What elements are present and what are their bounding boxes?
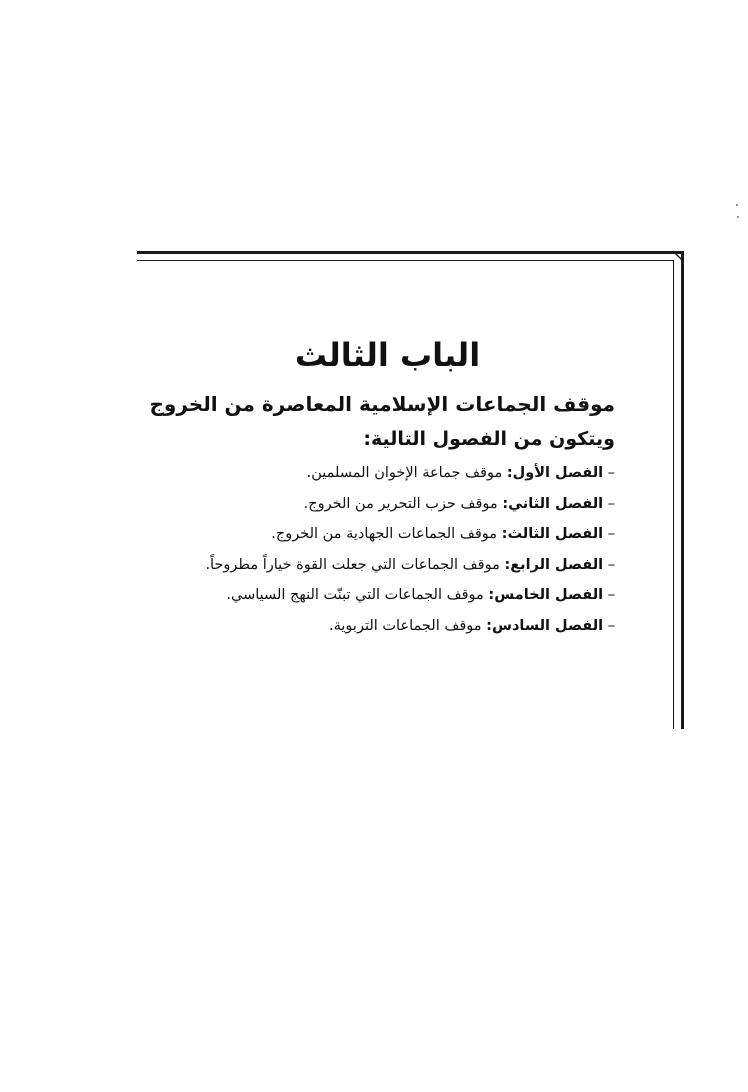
part-subtitle: موقف الجماعات الإسلامية المعاصرة من الخروج bbox=[149, 392, 615, 416]
chapter-title: موقف جماعة الإخوان المسلمين. bbox=[306, 465, 507, 481]
chapter-item-4 bbox=[160, 550, 615, 581]
scan-speck bbox=[737, 216, 739, 218]
frame-right-inner-rule bbox=[673, 260, 674, 729]
chapter-item-2 bbox=[160, 489, 615, 520]
frame-top-outer-rule bbox=[137, 251, 684, 254]
chapter-item-5 bbox=[160, 580, 615, 611]
scan-speck bbox=[736, 204, 738, 206]
chapter-bullet: – bbox=[603, 617, 615, 634]
chapter-title: موقف الجماعات التي تبنّت النهج السياسي. bbox=[226, 587, 489, 603]
frame-corner-ornament bbox=[672, 250, 686, 264]
chapter-label: الفصل الثالث: bbox=[501, 526, 604, 542]
chapter-bullet: – bbox=[603, 526, 615, 542]
chapter-label: الفصل الثاني: bbox=[502, 495, 604, 512]
chapter-label: الفصل السادس: bbox=[486, 617, 604, 634]
title-page-content bbox=[149, 330, 615, 641]
chapter-title: موقف الجماعات التربوية. bbox=[329, 617, 487, 634]
chapter-bullet: – bbox=[603, 556, 615, 573]
chapter-bullet: – bbox=[603, 465, 615, 481]
scan-specks bbox=[736, 204, 740, 220]
chapter-list bbox=[160, 458, 615, 641]
frame-top-inner-rule bbox=[137, 260, 674, 261]
chapter-title: موقف حزب التحرير من الخروج. bbox=[303, 495, 503, 512]
chapter-bullet: – bbox=[603, 495, 615, 512]
chapter-item-3 bbox=[160, 519, 615, 550]
chapter-item-1 bbox=[160, 458, 615, 489]
chapter-bullet: – bbox=[603, 587, 615, 603]
chapter-label: الفصل الرابع: bbox=[504, 556, 604, 573]
chapter-label: الفصل الخامس: bbox=[488, 587, 604, 603]
chapter-item-6 bbox=[160, 611, 615, 642]
chapter-title: موقف الجماعات الجهادية من الخروج. bbox=[271, 526, 502, 542]
chapters-intro: ويتكون من الفصول التالية: bbox=[363, 428, 615, 450]
part-title: الباب الثالث bbox=[294, 336, 481, 374]
chapter-label: الفصل الأول: bbox=[506, 465, 604, 481]
frame-right-outer-rule bbox=[681, 251, 684, 729]
chapter-title: موقف الجماعات التي جعلت القوة خياراً مطروحاً. bbox=[205, 556, 505, 573]
